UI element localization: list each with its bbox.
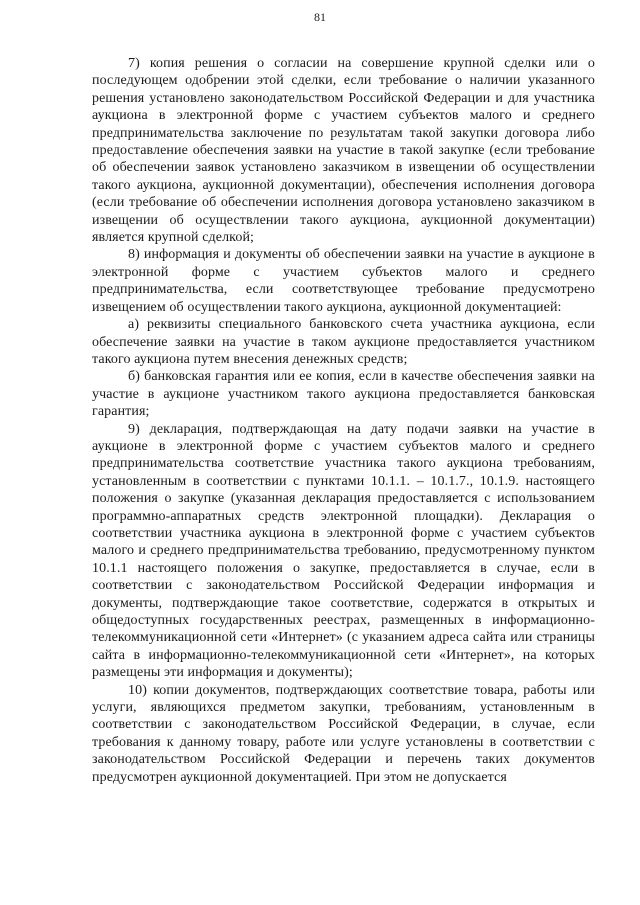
paragraph-subitem-a: а) реквизиты специального банковского счета участника аукциона, если обеспечение заявки на участие в таком аукционе предоставляется участником такого аукциона путем внесения денежных средств; (92, 317, 595, 367)
paragraph-item-10: 10) копии документов, подтверждающих соответствие товара, работы или услуги, являющихся предметом закупки, требованиям, установленным в соответствии с законодательством Российской Федерации, в случае, если требования к данному товару, работе или услуге установлены в соответствии с законодательством Российской Федерации и перечень таких документов предусмотрен аукционной документацией. При этом не допускается (92, 682, 595, 785)
paragraph-item-9: 9) декларация, подтверждающая на дату подачи заявки на участие в аукционе в электронной форме с участием субъектов малого и среднего предпринимательства соответствие участника такого аукциона требованиям, установленным в соответствии с пунктами 10.1.1. – 10.1.7., 10.1.9. настоящего положения о закупке (указанная декларация предоставляется с использованием программно-аппаратных средств электронной площадки). Декларация о соответствии участника аукциона в электронной форме с участием субъектов малого и среднего предпринимательства требованию, предусмотренному пунктом 10.1.1 настоящего положения о закупке, предоставляется в случае, если в соответствии с законодательством Российской Федерации информация и документы, подтверждающие такое соответствие, содержатся в открытых и общедоступных государственных реестрах, размещенных в информационно-телекоммуникационной сети «Интернет» (с указанием адреса сайта или страницы сайта в информационно-телекоммуникационной сети «Интернет», на которых размещены эти информация и документы); (92, 421, 595, 681)
paragraph-subitem-b: б) банковская гарантия или ее копия, если в качестве обеспечения заявки на участие в аукционе участником такого аукциона предоставляется банковская гарантия; (92, 369, 595, 420)
paragraph-item-7: 7) копия решения о согласии на совершение крупной сделки или о последующем одобрении этой сделки, если требование о наличии указанного решения установлено законодательством Российской Федерации и для участника аукциона в электронной форме с участием субъектов малого и среднего предпринимательства заключение по результатам такой закупки договора либо предоставление обеспечения заявки на участие в такой закупке (если требование об обеспечении заявок установлено заказчиком в извещении об осуществлении такого аукциона, аукционной документации), обеспечения исполнения договора (если требование об обеспечении исполнения договора установлено заказчиком в извещении об осуществлении такого аукциона, аукционной документации) является крупной сделкой; (92, 56, 595, 246)
document-body (92, 55, 595, 786)
paragraph-item-8: 8) информация и документы об обеспечении заявки на участие в аукционе в электронной форме с участием субъектов малого и среднего предпринимательства, если соответствующее требование предусмотрено извещением об осуществлении такого аукциона, аукционной документацией: (92, 247, 595, 315)
page-number: 81 (314, 10, 326, 24)
